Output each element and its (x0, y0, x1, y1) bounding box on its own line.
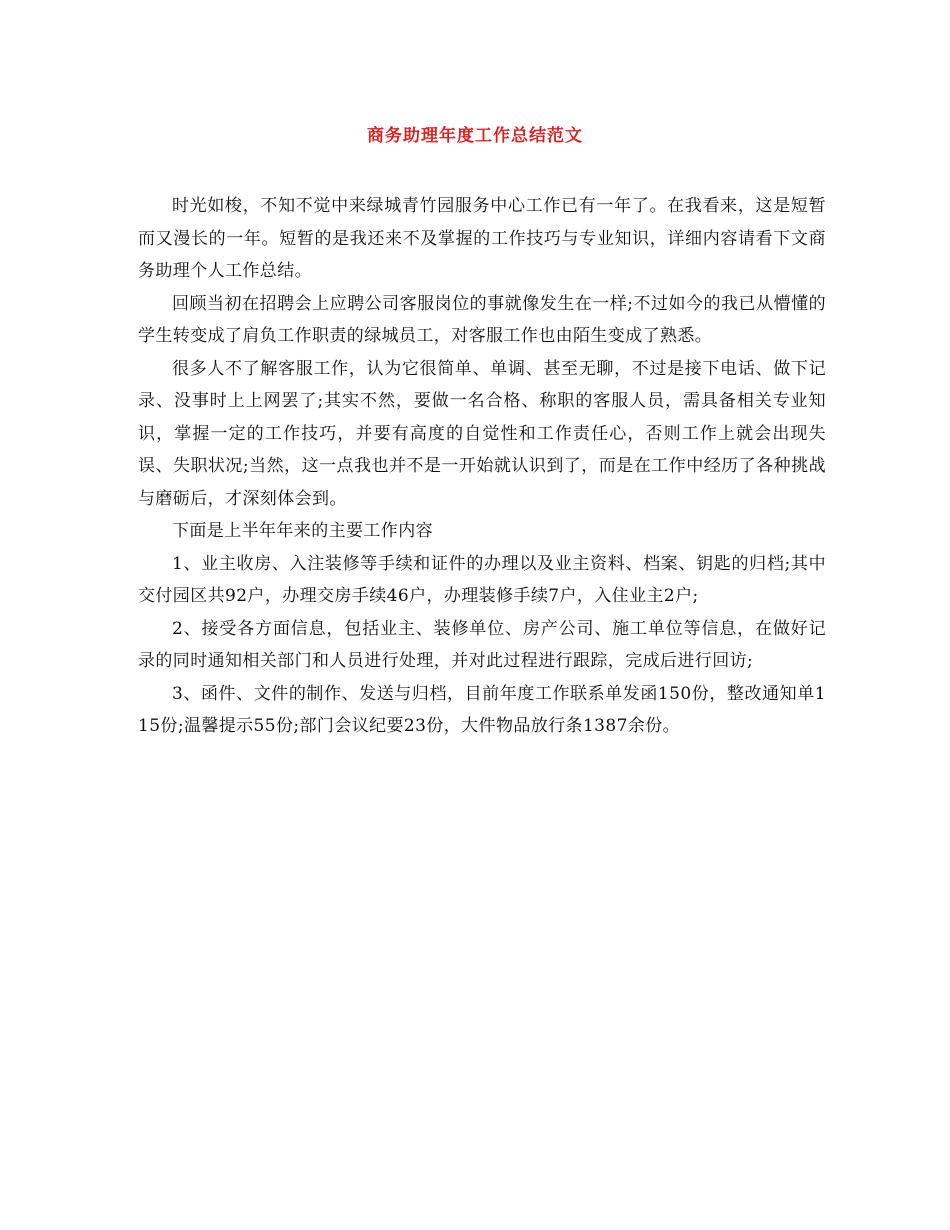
paragraph-understanding: 很多人不了解客服工作，认为它很简单、单调、甚至无聊，不过是接下电话、做下记录、没事时上上网罢了;其实不然，要做一名合格、称职的客服人员，需具备相关专业知识，掌握一定的工作技巧，并要有高度的自觉性和工作责任心，否则工作上就会出现失误、失职状况;当然，这一点我也并不是一开始就认识到了，而是在工作中经历了各种挑战与磨砺后，才深刻体会到。 (138, 358, 826, 509)
paragraph-work-heading: 下面是上半年年来的主要工作内容 (172, 521, 433, 541)
paragraph-item-3: 3、函件、文件的制作、发送与归档，目前年度工作联系单发函150份，整改通知单115份;温馨提示55份;部门会议纪要23份，大件物品放行条1387余份。 (138, 683, 826, 736)
document-title: 商务助理年度工作总结范文 (367, 126, 583, 146)
paragraph-review: 回顾当初在招聘会上应聘公司客服岗位的事就像发生在一样;不过如今的我已从懵懂的学生转变成了肩负工作职责的绿城员工，对客服工作也由陌生变成了熟悉。 (138, 293, 826, 346)
paragraph-intro: 时光如梭，不知不觉中来绿城青竹园服务中心工作已有一年了。在我看来，这是短暂而又漫长的一年。短暂的是我还来不及掌握的工作技巧与专业知识，详细内容请看下文商务助理个人工作总结。 (138, 196, 826, 281)
paragraph-item-1: 1、业主收房、入注装修等手续和证件的办理以及业主资料、档案、钥匙的归档;其中交付园区共92户，办理交房手续46户，办理装修手续7户，入住业主2户; (138, 553, 826, 606)
document-body (138, 190, 826, 743)
paragraph-item-2: 2、接受各方面信息，包括业主、装修单位、房产公司、施工单位等信息，在做好记录的同时通知相关部门和人员进行处理，并对此过程进行跟踪，完成后进行回访; (138, 618, 826, 671)
